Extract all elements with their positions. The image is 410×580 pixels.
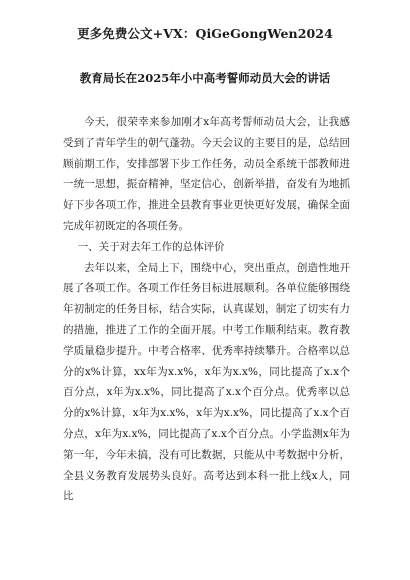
document-body bbox=[63, 112, 350, 507]
section-heading: 一、关于对去年工作的总体评价 bbox=[77, 240, 225, 253]
paragraph-intro: 今天，很荣幸来参加刚才x年高考誓师动员大会，让我感受到了青年学生的朝气蓬勃。今天会议的主要目的是，总结回顾前期工作，安排部署下步工作任务，动员全系统干部教师进一统一思想，振奋精神，坚定信心，创新举措，奋发有为地抓好下步各项工作，推进全县教育事业更快更好发展，确保全面完成年初既定的各项任务。 bbox=[63, 116, 350, 232]
promo-header: 更多免费公文+VX：QiGeGongWen2024 bbox=[77, 26, 333, 41]
document-title: 教育局长在2025年小中高考誓师动员大会的讲话 bbox=[79, 71, 331, 85]
paragraph-review: 去年以来，全局上下，围绕中心，突出重点，创造性地开展了各项工作。各项工作任务目标进展顺利。各单位能够围绕年初制定的任务目标，结合实际，认真谋划，制定了切实有力的措施，推进了工作的全面开展。中考工作顺利结束。教育教学质量稳步提升。中考合格率、优秀率持续攀升。合格率以总分的x%计算，xx年为x.x%，x年为x.x%，同比提高了x.x个百分点，x年为x.x%，同比提高了x.x个百分点。优秀率以总分的x%计算，x年为x.x%，x年为x.x%，同比提高了x.x个百分点，x年为x.x%，同比提高了x.x个百分点。小学监测x年为第一年，今年未搞，没有可比数据，只能从中考数据中分析，全县义务教育发展势头良好。高考达到本科一批上线x人，同比 bbox=[63, 261, 350, 503]
